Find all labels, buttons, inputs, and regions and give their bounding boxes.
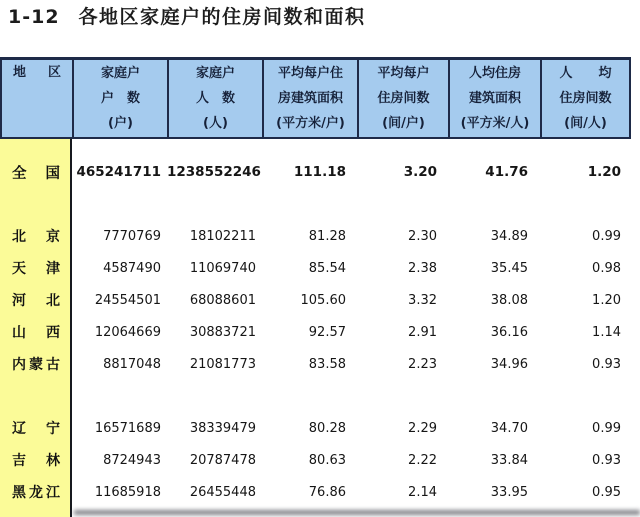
value-cell: 20787478 [189,452,256,468]
value-cell: 2.23 [408,356,437,372]
value-cell: 2.14 [408,484,437,500]
value-cell: 0.93 [592,452,621,468]
value-cell: 4587490 [103,260,161,276]
table-row [0,476,631,508]
header-region-label: 地 区 [13,65,61,80]
value-cell: 1238552246 [167,164,261,180]
value-cell: 2.91 [408,324,437,340]
value-cell: 8724943 [103,452,161,468]
value-cell: 2.38 [408,260,437,276]
value-cell: 92.57 [308,324,346,340]
value-cell: 111.18 [293,164,346,180]
value-cell: 3.32 [408,292,437,308]
value-cell: 0.98 [592,260,621,276]
value-cell: 0.93 [592,356,621,372]
table-number: 1-12 [8,6,60,28]
value-cell: 35.45 [490,260,528,276]
value-cell: 34.89 [490,228,528,244]
value-cell: 11069740 [189,260,256,276]
region-cell: 辽 宁 [12,421,60,437]
header-cell-floorspace-per-capita: 人均住房 建筑面积 (平方米/人) [448,60,540,137]
value-cell: 2.30 [408,228,437,244]
value-cell: 21081773 [189,356,256,372]
value-cell: 80.63 [308,452,346,468]
value-cell: 11685918 [94,484,161,500]
spacer-row [0,380,631,412]
region-cell: 全 国 [12,165,60,182]
header-cell-region [2,60,72,137]
value-cell: 80.28 [308,420,346,436]
header-cell-rooms-per-capita: 人 均 住房间数 (间/人) [540,60,629,137]
value-cell: 36.16 [490,324,528,340]
table-body [0,139,631,508]
region-cell: 天 津 [12,261,60,277]
table-row [0,444,631,476]
value-cell: 41.76 [485,164,528,180]
value-cell: 16571689 [94,420,161,436]
value-cell: 1.14 [592,324,621,340]
value-cell: 0.95 [592,484,621,500]
table-title-text: 各地区家庭户的住房间数和面积 [78,6,366,28]
value-cell: 76.86 [308,484,346,500]
table-row [0,220,631,252]
value-cell: 33.84 [490,452,528,468]
value-cell: 18102211 [189,228,256,244]
value-cell: 8817048 [103,356,161,372]
value-cell: 33.95 [490,484,528,500]
page-title [8,4,366,30]
table-header [0,57,631,139]
value-cell: 7770769 [103,228,161,244]
table-row [0,284,631,316]
table-row [0,316,631,348]
value-cell: 83.58 [308,356,346,372]
value-cell: 38339479 [189,420,256,436]
value-cell: 24554501 [94,292,161,308]
value-cell: 26455448 [189,484,256,500]
value-cell: 85.54 [308,260,346,276]
region-cell: 吉 林 [12,453,60,469]
region-cell: 内 蒙 古 [12,357,60,373]
value-cell: 3.20 [403,164,437,180]
region-cell: 黑 龙 江 [12,485,60,501]
header-cell-rooms-per-household: 平均每户 住房间数 (间/户) [357,60,448,137]
table-row [0,348,631,380]
value-cell: 105.60 [300,292,346,308]
region-cell: 河 北 [12,293,60,309]
value-cell: 34.70 [490,420,528,436]
value-cell: 1.20 [592,292,621,308]
table-row [0,252,631,284]
header-cell-households: 家庭户 户 数 (户) [72,60,167,137]
value-cell: 68088601 [189,292,256,308]
header-cell-persons: 家庭户 人 数 (人) [167,60,262,137]
table-row [0,412,631,444]
value-cell: 12064669 [94,324,161,340]
value-cell: 38.08 [490,292,528,308]
value-cell: 465241711 [76,164,161,180]
value-cell: 1.20 [587,164,621,180]
value-cell: 2.29 [408,420,437,436]
value-cell: 81.28 [308,228,346,244]
bottom-edge-artifact [74,510,640,515]
value-cell: 0.99 [592,228,621,244]
value-cell: 34.96 [490,356,528,372]
table-row [0,156,631,188]
region-cell: 北 京 [12,229,60,245]
spacer-row [0,188,631,220]
value-cell: 0.99 [592,420,621,436]
header-cell-floorspace-per-household: 平均每户住 房建筑面积 (平方米/户) [262,60,357,137]
region-cell: 山 西 [12,325,60,341]
value-cell: 2.22 [408,452,437,468]
value-cell: 30883721 [189,324,256,340]
